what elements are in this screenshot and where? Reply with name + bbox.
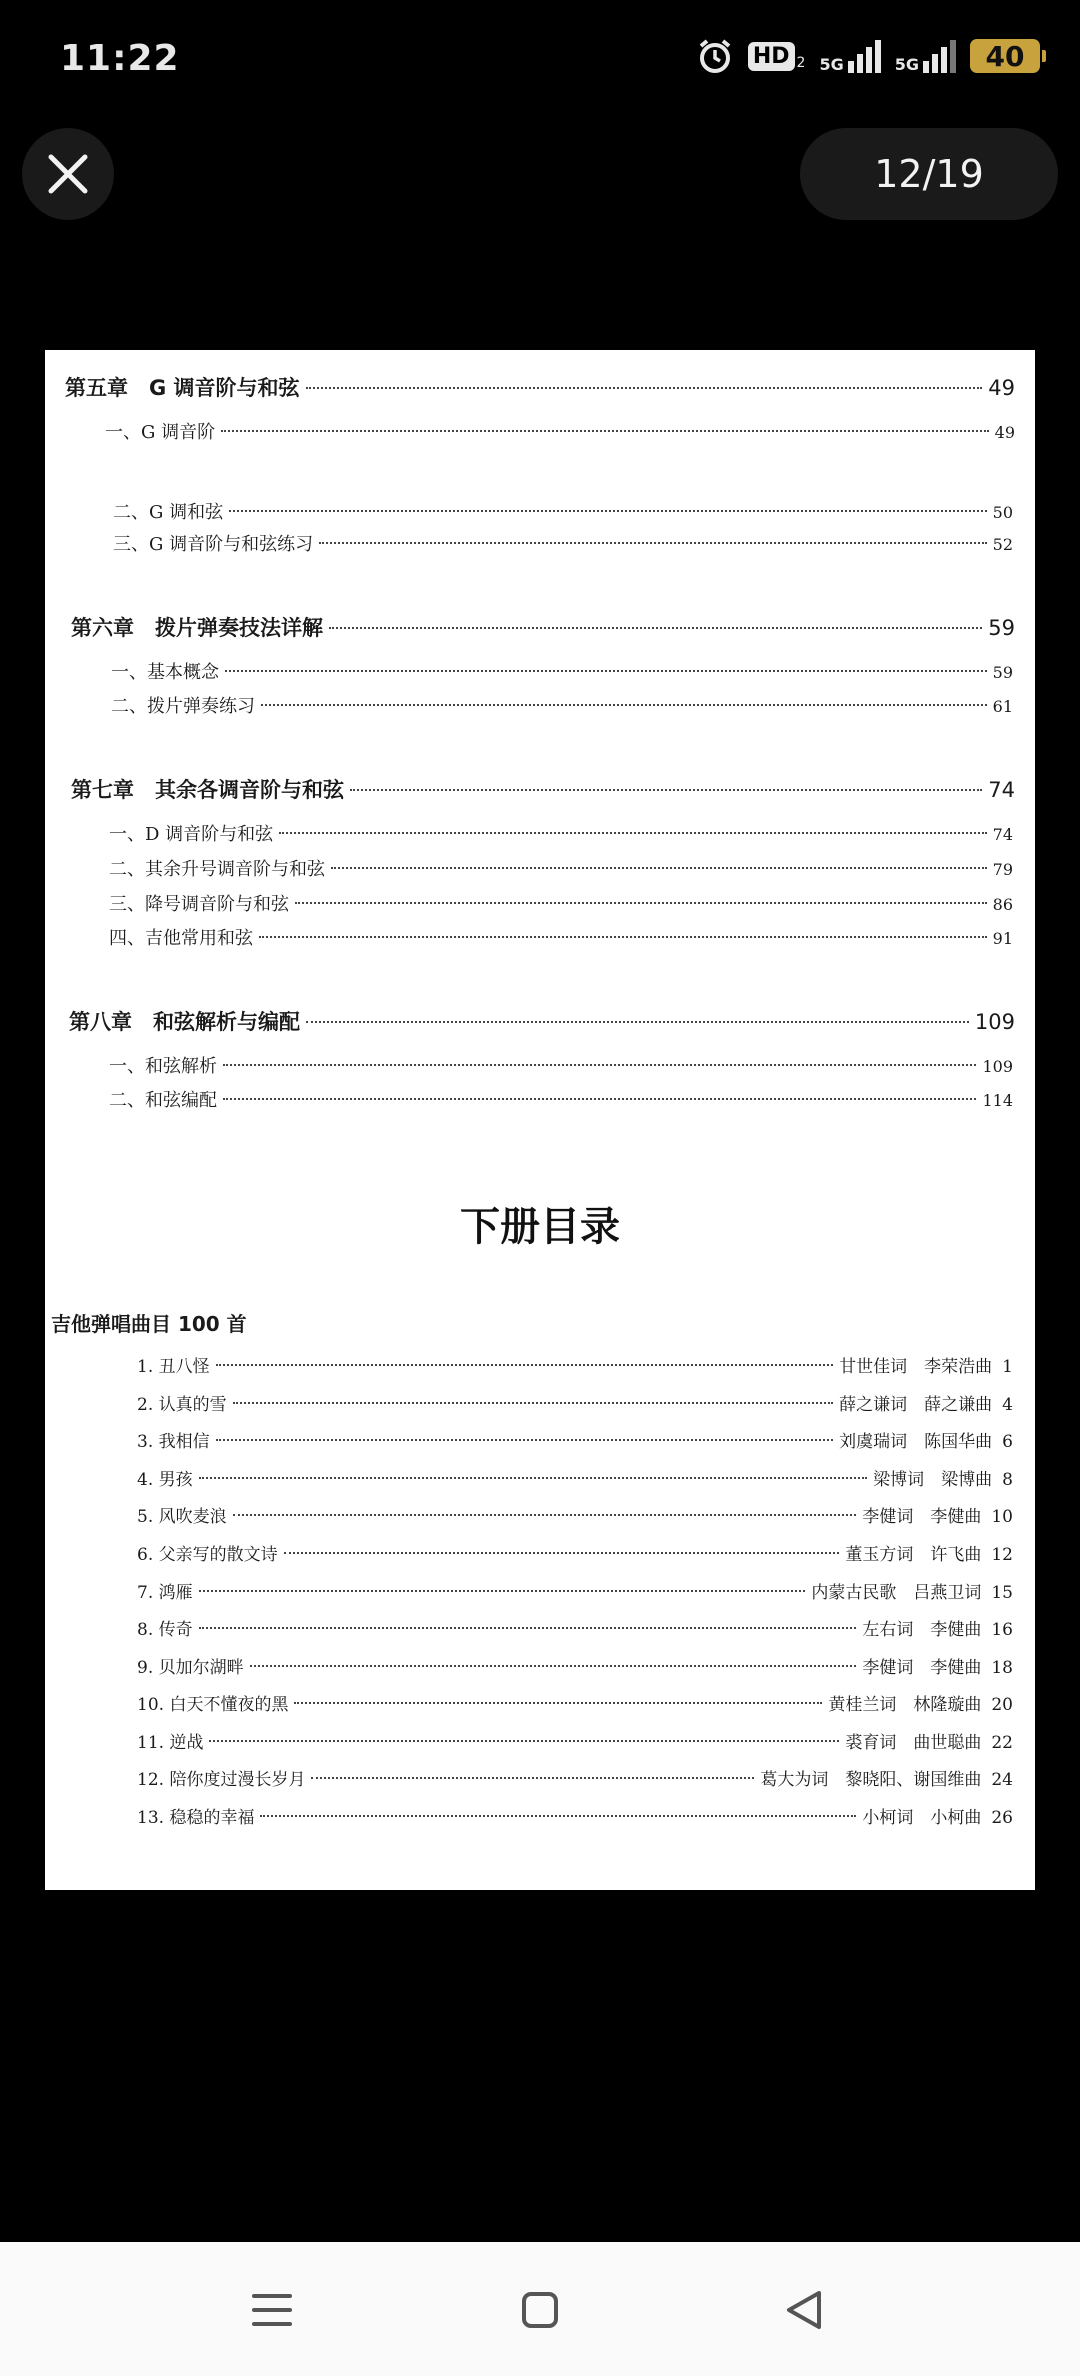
document-page[interactable] — [45, 350, 1035, 1890]
signal-icon — [922, 39, 956, 73]
menu-button[interactable] — [240, 2278, 304, 2342]
part-title: 下册目录 — [460, 1204, 620, 1250]
toc-section: 一、G 调音阶 49 — [105, 422, 1015, 443]
song-row: 7. 鸿雁 内蒙古民歌 吕燕卫词 15 — [137, 1583, 1013, 1603]
home-button[interactable] — [508, 2278, 572, 2342]
song-row: 1. 丑八怪 甘世佳词 李荣浩曲 1 — [137, 1357, 1013, 1377]
toc-chapter: 第六章 拨片弹奏技法详解 59 — [71, 616, 1015, 640]
toc-section: 三、降号调音阶与和弦 86 — [109, 894, 1013, 915]
toc-chapter: 第七章 其余各调音阶与和弦 74 — [71, 778, 1015, 802]
network-1-label: 5G — [819, 55, 844, 74]
song-row: 11. 逆战 裘育词 曲世聪曲 22 — [137, 1733, 1013, 1753]
toc-section: 二、其余升号调音阶与和弦 79 — [109, 859, 1013, 880]
status-bar — [0, 0, 1080, 118]
song-row: 6. 父亲写的散文诗 董玉方词 许飞曲 12 — [137, 1545, 1013, 1565]
hd-label: HD — [748, 42, 795, 71]
hd-badge — [748, 42, 806, 71]
toc-section: 二、G 调和弦 50 — [113, 502, 1013, 523]
toc-section: 三、G 调音阶与和弦练习 52 — [113, 534, 1013, 555]
toc-section: 一、和弦解析 109 — [109, 1056, 1013, 1077]
signal-icon — [847, 39, 881, 73]
close-icon — [45, 151, 91, 197]
toc-section: 二、和弦编配 114 — [109, 1090, 1013, 1111]
toc-section: 二、拨片弹奏练习 61 — [111, 696, 1013, 717]
status-time: 11:22 — [60, 38, 180, 79]
song-list-header: 吉他弹唱曲目 100 首 — [51, 1312, 247, 1336]
close-button[interactable] — [22, 128, 114, 220]
network-2-label: 5G — [894, 55, 919, 74]
toc-section: 四、吉他常用和弦 91 — [109, 928, 1013, 949]
toc-section: 一、D 调音阶与和弦 74 — [109, 824, 1013, 845]
song-row: 13. 稳稳的幸福 小柯词 小柯曲 26 — [137, 1808, 1013, 1828]
song-row: 3. 我相信 刘虞瑞词 陈国华曲 6 — [137, 1432, 1013, 1452]
battery-indicator: 40 — [970, 39, 1040, 73]
song-row: 5. 风吹麦浪 李健词 李健曲 10 — [137, 1507, 1013, 1527]
song-row: 2. 认真的雪 薛之谦词 薛之谦曲 4 — [137, 1395, 1013, 1415]
toc-chapter: 第八章 和弦解析与编配 109 — [69, 1010, 1015, 1034]
song-row: 8. 传奇 左右词 李健曲 16 — [137, 1620, 1013, 1640]
toc-chapter: 第五章 G 调音阶与和弦 49 — [65, 376, 1015, 400]
back-icon — [784, 2289, 824, 2331]
song-row: 12. 陪你度过漫长岁月 葛大为词 黎晓阳、谢国维曲 24 — [137, 1770, 1013, 1790]
network-1 — [819, 39, 880, 73]
navigation-bar — [0, 2242, 1080, 2376]
song-row: 10. 白天不懂夜的黑 黄桂兰词 林隆璇曲 20 — [137, 1695, 1013, 1715]
alarm-icon — [696, 37, 734, 75]
page-counter: 12/19 — [800, 128, 1058, 220]
home-icon — [521, 2291, 559, 2329]
menu-icon — [252, 2292, 292, 2328]
status-icons — [696, 34, 1040, 78]
song-row: 9. 贝加尔湖畔 李健词 李健曲 18 — [137, 1658, 1013, 1678]
hd-sub: 2 — [796, 54, 806, 71]
network-2 — [895, 39, 956, 73]
toc-section: 一、基本概念 59 — [111, 662, 1013, 683]
back-button[interactable] — [772, 2278, 836, 2342]
song-row: 4. 男孩 梁博词 梁博曲 8 — [137, 1470, 1013, 1490]
